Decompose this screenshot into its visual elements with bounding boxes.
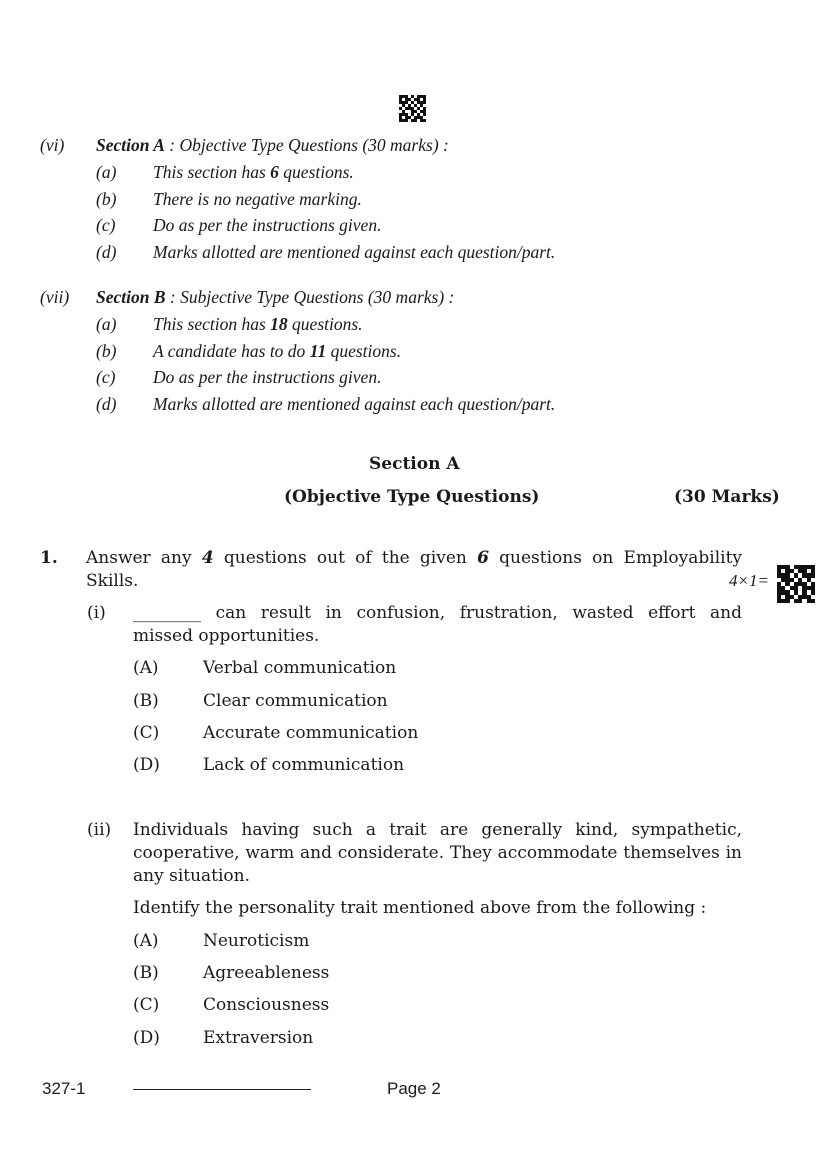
subquestion-number: (ii) — [87, 820, 112, 840]
paper-code: 327-1 — [42, 1079, 86, 1098]
section-label: Section B — [96, 287, 166, 307]
instruction-item-text — [153, 161, 354, 183]
section-description: : Subjective Type Questions (30 marks) : — [165, 287, 455, 307]
option-text: Clear communication — [203, 691, 388, 711]
instruction-item-text: Do as per the instructions given. — [153, 215, 382, 235]
text-bold: 6 — [270, 162, 279, 182]
subquestion-text-line3: any situation. — [133, 866, 251, 886]
text-part: questions. — [326, 341, 402, 361]
instruction-item-label: (c) — [96, 367, 116, 387]
instruction-item-label: (a) — [96, 162, 117, 182]
qr-code-top — [399, 95, 426, 122]
option-text: Accurate communication — [203, 723, 419, 743]
text-bold: 18 — [270, 314, 288, 334]
option-label: (D) — [133, 755, 160, 775]
instruction-item-text: There is no negative marking. — [153, 189, 362, 209]
instruction-item-text — [153, 340, 401, 362]
option-text: Verbal communication — [203, 658, 397, 678]
text-part: questions. — [278, 162, 354, 182]
section-description: : Objective Type Questions (30 marks) : — [164, 135, 449, 155]
text-bold: 11 — [309, 341, 327, 361]
subquestion-text-line2: cooperative, warm and considerate. They accommodate themselves in — [133, 843, 742, 863]
instruction-item-text — [153, 313, 363, 335]
text-part: Answer any — [86, 548, 202, 568]
subquestion-number: (i) — [87, 603, 106, 623]
instruction-item-text: Marks allotted are mentioned against each question/part. — [153, 242, 556, 262]
option-label: (C) — [133, 723, 160, 743]
option-label: (A) — [133, 658, 159, 678]
option-label: (C) — [133, 995, 160, 1015]
question-text-line1 — [86, 547, 742, 569]
instruction-item-label: (b) — [96, 189, 117, 209]
instruction-item-text: Do as per the instructions given. — [153, 367, 382, 387]
option-label: (D) — [133, 1028, 160, 1048]
question-number: 1. — [40, 548, 58, 568]
text-part: This section has — [153, 314, 271, 334]
instruction-heading-vi — [96, 134, 449, 156]
option-label: (B) — [133, 963, 159, 983]
text-part: This section has — [153, 162, 271, 182]
page-number: Page 2 — [387, 1079, 441, 1098]
subquestion-prompt: Identify the personality trait mentioned above from the following : — [133, 898, 707, 918]
text-part: questions out of the given — [213, 548, 478, 568]
instruction-item-text: Marks allotted are mentioned against each question/part. — [153, 394, 556, 414]
section-marks: (30 Marks) — [674, 487, 780, 507]
option-text: Consciousness — [203, 995, 330, 1015]
instruction-item-label: (d) — [96, 242, 117, 262]
subquestion-text-line1: Individuals having such a trait are generally kind, sympathetic, — [133, 820, 742, 840]
option-label: (B) — [133, 691, 159, 711]
instruction-number-vii: (vii) — [40, 287, 70, 307]
instruction-item-label: (a) — [96, 314, 117, 334]
option-text: Agreeableness — [203, 963, 330, 983]
instruction-item-label: (c) — [96, 215, 116, 235]
subquestion-text-line1: ________ can result in confusion, frustration, wasted effort and — [133, 603, 742, 623]
subquestion-text-line2: missed opportunities. — [133, 626, 320, 646]
instruction-item-label: (b) — [96, 341, 117, 361]
section-title: Section A — [369, 454, 460, 474]
option-text: Lack of communication — [203, 755, 405, 775]
question-marks: 4×1= — [729, 571, 769, 590]
text-bold: 6 — [477, 548, 489, 568]
footer-divider — [133, 1089, 311, 1090]
qr-code-side — [777, 565, 815, 603]
instruction-item-label: (d) — [96, 394, 117, 414]
section-subtitle: (Objective Type Questions) — [284, 487, 540, 507]
option-label: (A) — [133, 931, 159, 951]
question-text-line2: Skills. — [86, 571, 139, 591]
instruction-heading-vii — [96, 286, 454, 308]
instruction-number-vi: (vi) — [40, 135, 65, 155]
text-part: A candidate has to do — [153, 341, 310, 361]
text-part: questions. — [287, 314, 363, 334]
option-text: Extraversion — [203, 1028, 314, 1048]
section-label: Section A — [96, 135, 165, 155]
text-part: questions on Employability — [488, 548, 743, 568]
option-text: Neuroticism — [203, 931, 310, 951]
text-bold: 4 — [201, 548, 214, 568]
